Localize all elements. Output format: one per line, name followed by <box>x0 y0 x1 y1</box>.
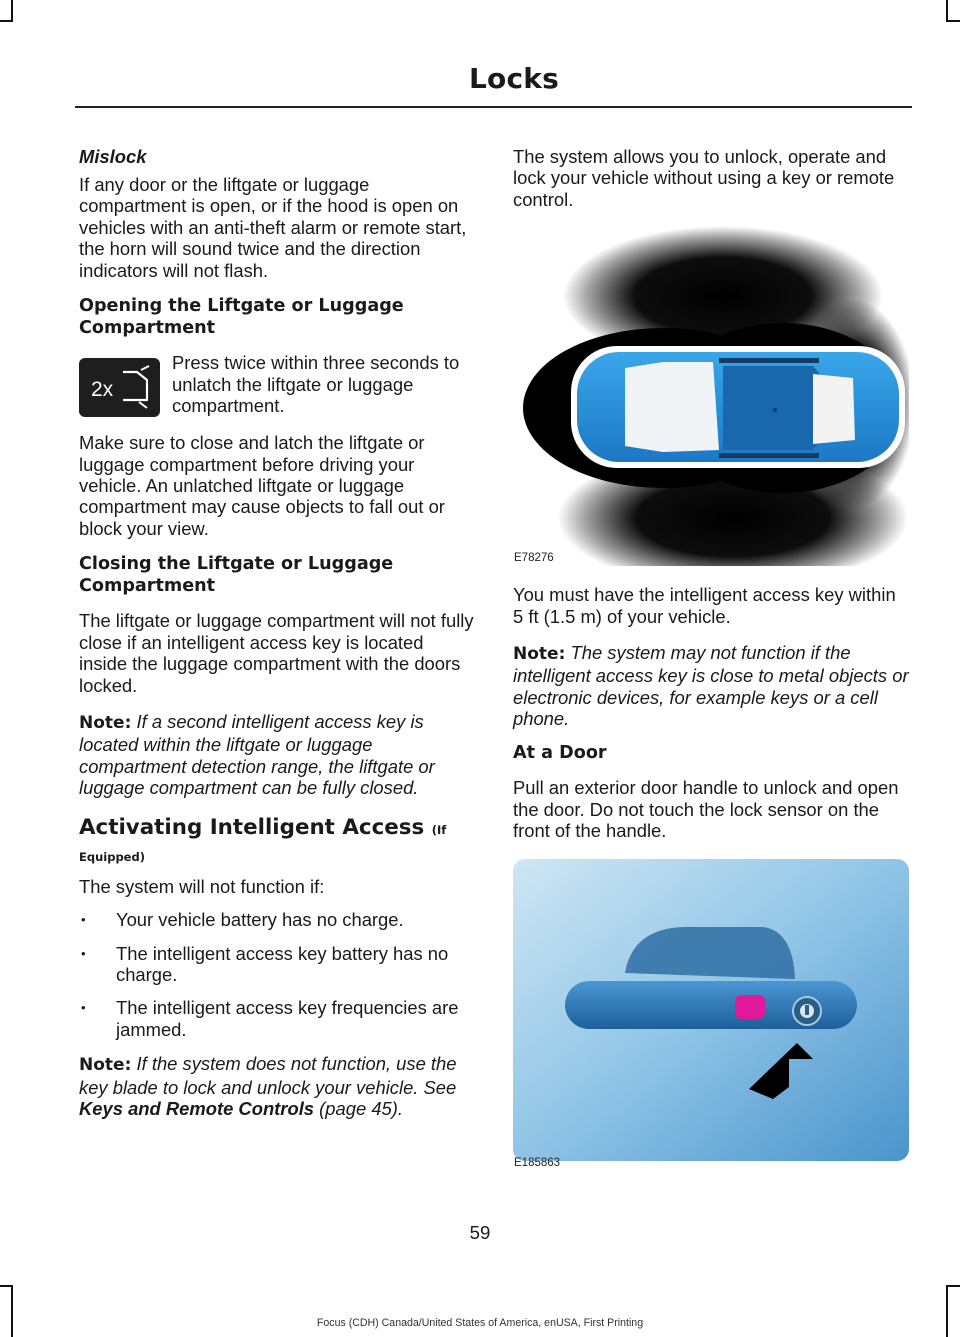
car-range-figure <box>513 218 909 566</box>
activating-note <box>79 1053 475 1119</box>
left-column <box>79 146 475 1134</box>
mislock-heading: Mislock <box>79 146 147 167</box>
note-label: Note: <box>79 1055 132 1076</box>
car-range-illustration <box>513 218 909 566</box>
list-item: • Your vehicle battery has no charge. <box>79 909 475 930</box>
door-heading: At a Door <box>513 742 607 763</box>
closing-note <box>79 711 475 799</box>
figure-code: E185863 <box>514 1157 561 1170</box>
range-text: You must have the intelligent access key within 5 ft (1.5 m) of your vehicle. <box>513 584 896 627</box>
activating-heading-text: Activating Intelligent Access <box>79 814 425 840</box>
door-body: Pull an exterior door handle to unlock and open the door. Do not touch the lock sensor on the front of the handle. <box>513 777 899 842</box>
mislock-body: If any door or the liftgate or luggage compartment is open, or if the hood is open on vehicles with an anti-theft alarm or remote start, the horn will sound twice and the direction indicators will not flash. <box>79 174 467 281</box>
opening-body: Make sure to close and latch the liftgate or luggage compartment before driving your vehicle. An unlatched liftgate or luggage compartment may cause objects to fall out or block your view. <box>79 432 445 539</box>
opening-heading: Opening the Liftgate or Luggage Compartment <box>79 296 404 338</box>
crop-mark <box>946 1285 948 1337</box>
activating-heading-suffix: (If <box>431 822 447 837</box>
opening-instruction: Press twice within three seconds to unlatch the liftgate or luggage compartment. <box>172 352 460 417</box>
note-label: Note: <box>513 644 566 665</box>
header-divider <box>75 106 912 108</box>
door-handle-illustration <box>513 855 909 1171</box>
opening-instruction-row <box>79 352 475 417</box>
crop-mark <box>0 1285 13 1287</box>
activating-intro: The system will not function if: <box>79 875 325 897</box>
activating-note-page: (page 45). <box>319 1097 404 1119</box>
note-label: Note: <box>79 713 132 734</box>
crop-mark <box>11 1285 13 1337</box>
crop-mark <box>0 20 13 22</box>
page-title: Locks <box>469 62 559 95</box>
keys-remote-link[interactable]: Keys and Remote Controls <box>79 1097 315 1119</box>
activating-note-body: If the system does not function, use the key blade to lock and unlock your vehicle. See <box>79 1053 457 1098</box>
edition-line: Focus (CDH) Canada/United States of America, enUSA, First Printing <box>316 1317 644 1329</box>
right-column <box>513 146 909 1171</box>
figure-code: E78276 <box>514 552 554 565</box>
crop-mark <box>946 20 960 22</box>
crop-mark <box>946 0 948 20</box>
liftgate-2x-icon <box>79 358 160 417</box>
page-number: 59 <box>469 1222 491 1243</box>
door-handle-figure <box>513 855 909 1171</box>
right-intro: The system allows you to unlock, operate and lock your vehicle without using a key or remote control. <box>513 146 895 210</box>
range-note <box>513 642 909 730</box>
activating-heading-suffix2: Equipped) <box>79 849 145 864</box>
list-item: • The intelligent access key battery has no charge. <box>79 943 475 986</box>
icon-2x-text: 2x <box>91 378 114 402</box>
range-note-body: The system may not function if the intelligent access key is close to metal objects or electronic devices, for example keys or a cell phone. <box>513 642 909 730</box>
closing-heading: Closing the Liftgate or Luggage Compartment <box>79 554 394 596</box>
crop-mark <box>11 0 13 20</box>
list-item: • The intelligent access key frequencies are jammed. <box>79 997 475 1040</box>
activating-heading <box>79 814 475 866</box>
crop-mark <box>946 1285 960 1287</box>
activating-bullets <box>79 909 475 1040</box>
closing-note-body: If a second intelligent access key is located within the liftgate or luggage compartment detection range, the liftgate or luggage compartment can be fully closed. <box>79 711 435 799</box>
closing-body: The liftgate or luggage compartment will not fully close if an intelligent access key is located inside the luggage compartment with the doors locked. <box>79 610 474 696</box>
